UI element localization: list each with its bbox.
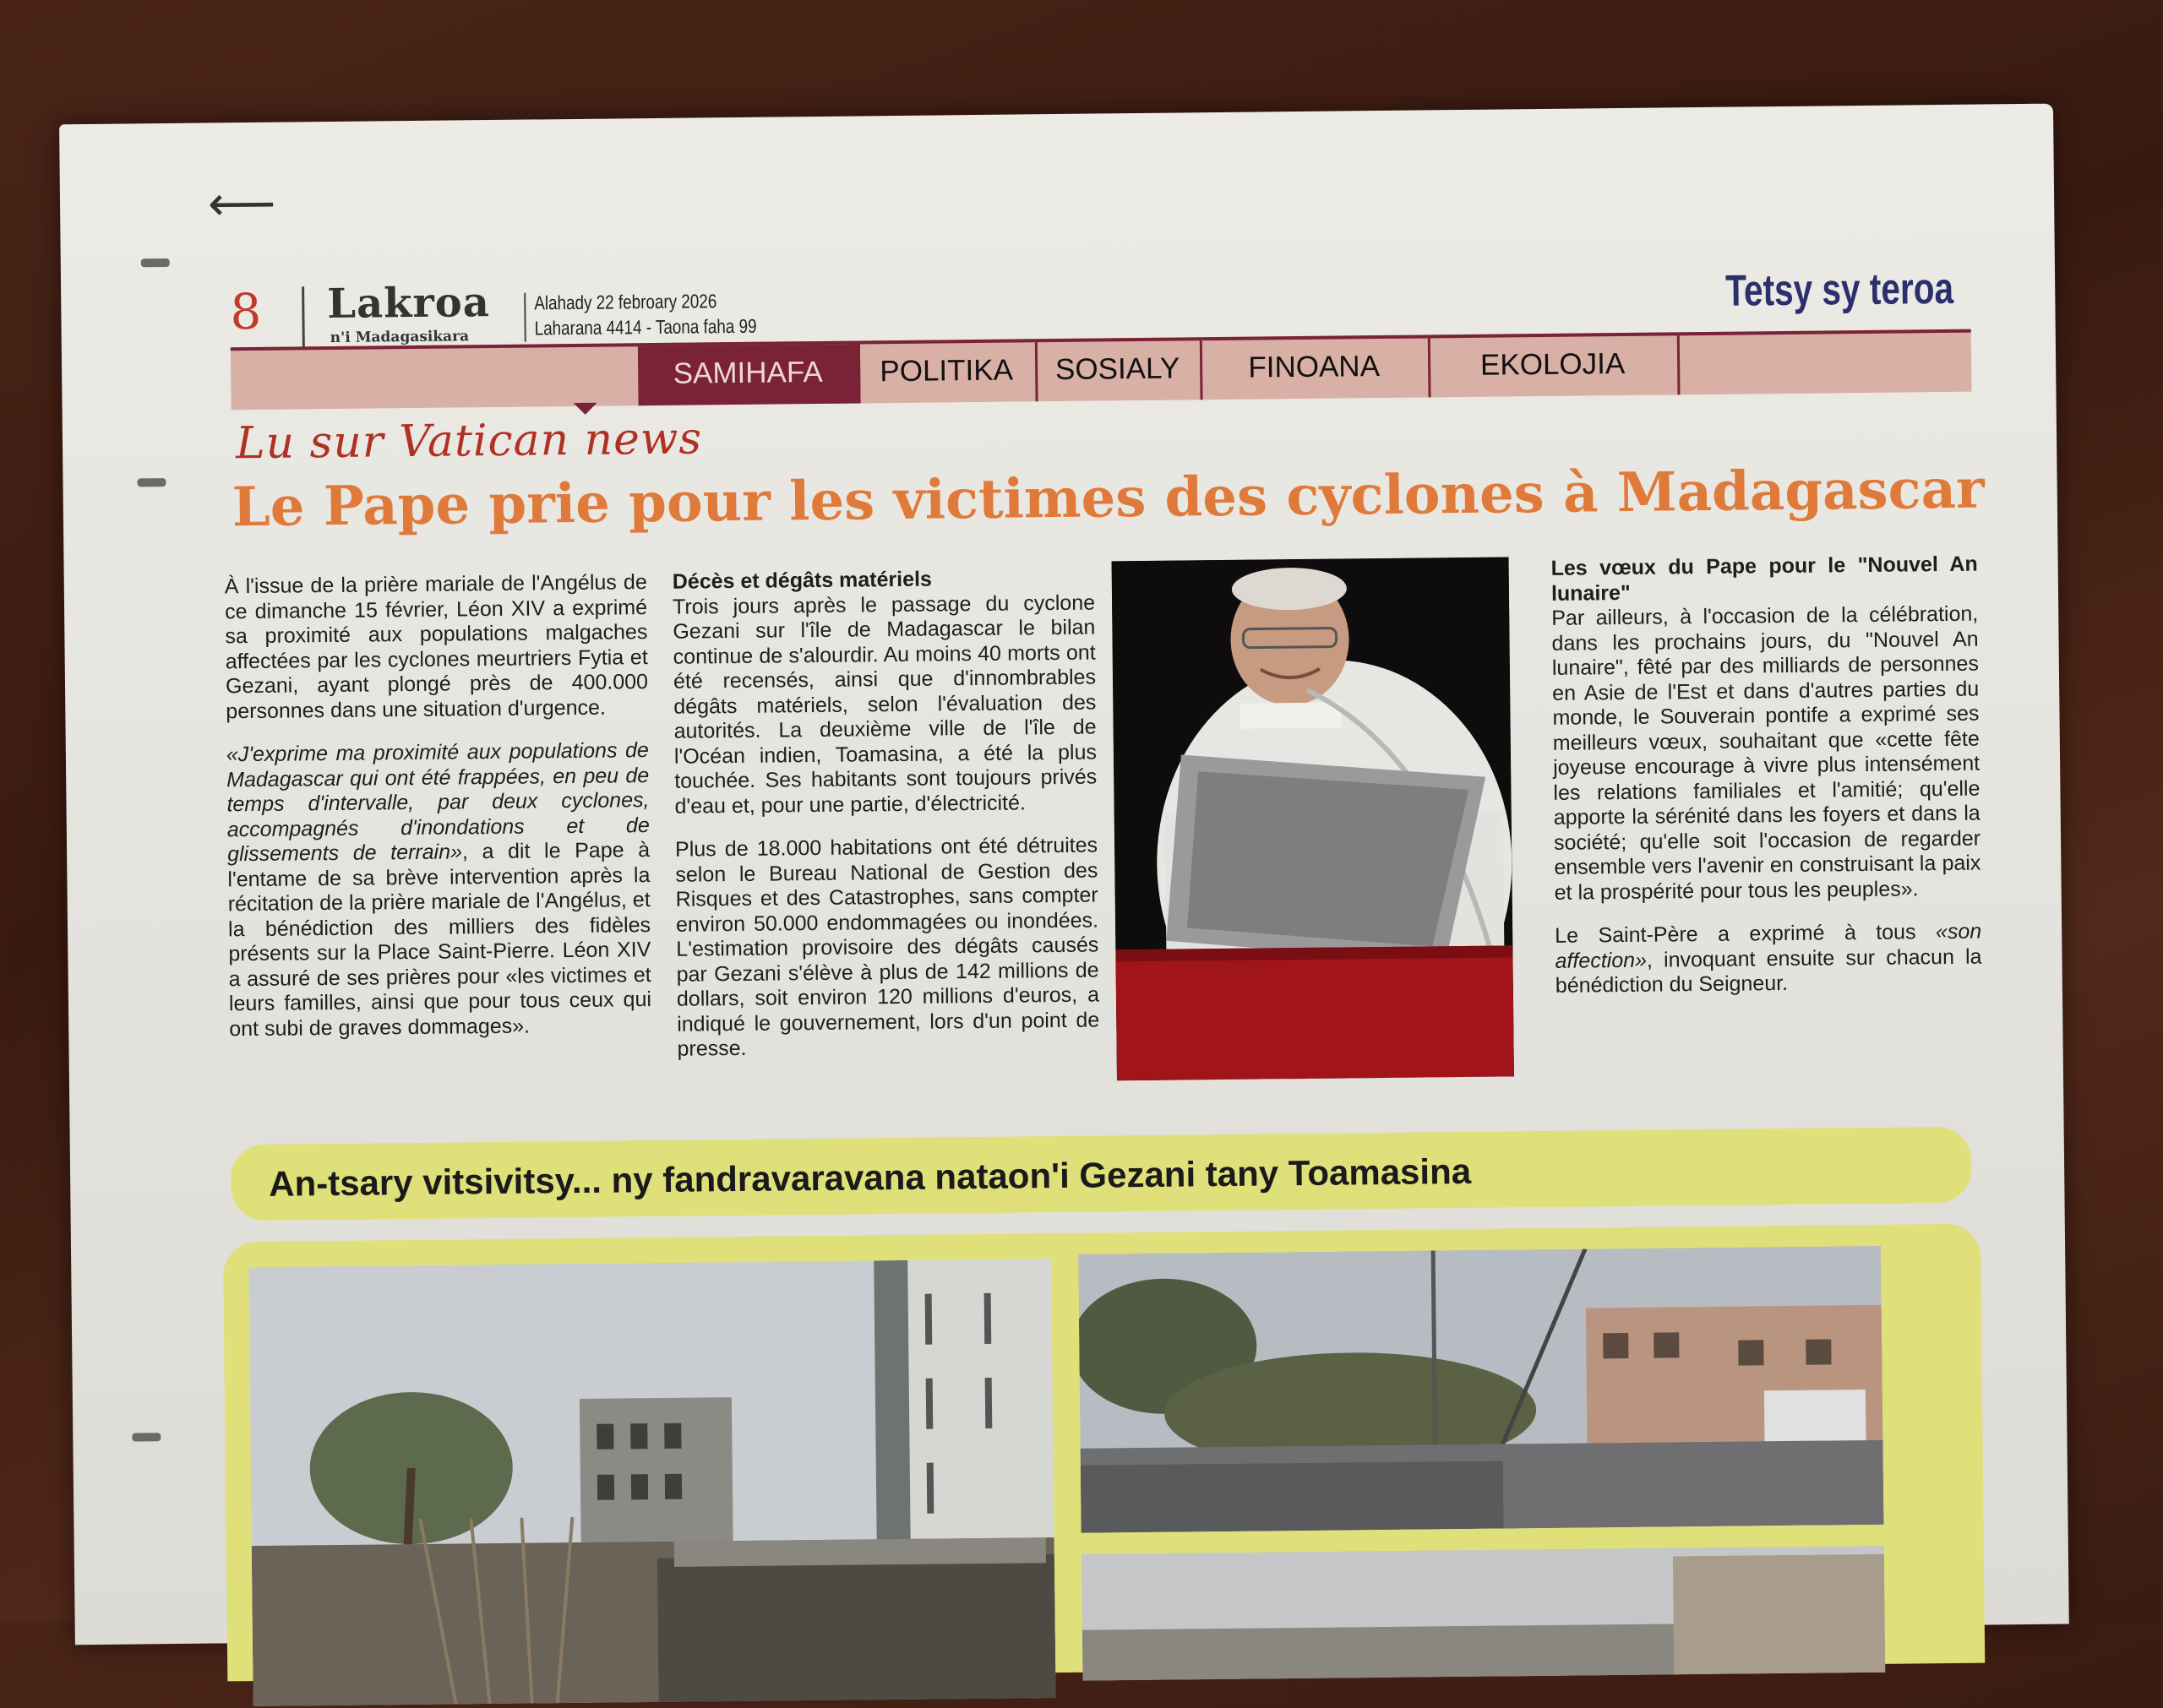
subheading: Décès et dégâts matériels [672,567,933,594]
active-tab-pointer [574,403,597,415]
paragraph-text: , invoquant ensuite sur chacun la bénédiction du Seigneur. [1555,944,1982,998]
article-column-1 [225,570,652,1060]
gallery-title: An-tsary vitsivitsy... ny fandravaravana nataon'i Gezani tany Toamasina [268,1150,1472,1204]
tab-sosialy[interactable]: SOSIALY [1035,340,1203,401]
paragraph-text: Trois jours après le passage du cyclone Gezani sur l'île de Madagascar le bilan continue de s'alourdir. Au moins 40 morts ont été recensés, ainsi que d'innombrables dégâts matériels, selon l'évaluation des autorités. La deuxième ville de l'île de l'Océan indien, Toamasina, a été la plus touchée. Ses habitants sont toujours privés d'eau et, pour une partie, d'électricité. [672,590,1098,819]
paragraph [1555,920,1982,999]
issue-date: Alahady 22 febroary 2026 [534,290,717,314]
gallery-photo-third [1082,1546,1886,1681]
staple-hole [141,258,170,267]
tab-finoana[interactable]: FINOANA [1200,338,1431,400]
newspaper-page [59,104,2069,1645]
paragraph [226,738,652,1042]
arrow-left-icon: ⟵ [207,176,276,231]
gallery-photo-fallen-trees-street [1078,1246,1883,1533]
paragraph-text: Par ailleurs, à l'occasion de la célébration, dans les prochains jours, du "Nouvel An lunaire", fêté par des milliards de personnes en Asie de l'Est et dans d'autres parties du monde, le Souverain pontife a exprimé ses meilleurs vœux, souhaitant que «cette fête joyeuse encourage à vivre plus intensément les relations familiales et l'amitié; qu'elle apporte la sérénité dans les foyers et dans la société; qu'elle soit l'occasion de regarder ensemble vers l'avenir en construisant la paix et la prospérité pour tous les peuples». [1551,601,1981,905]
article-kicker: Lu sur Vatican news [235,413,703,470]
newspaper-logo: Lakroa [327,279,491,329]
newspaper-logo-subtitle: n'i Madagasikara [330,328,470,347]
paragraph-text-italic: «son affection» [1555,919,1982,973]
article-column-2 [673,566,1100,1081]
page-number: 8 [230,282,262,341]
paragraph: À l'issue de la prière mariale de l'Angélus de ce dimanche 15 février, Léon XIV a exprimé sa proximité aux populations malgaches affectées par les cyclones meurtriers Fytia et Gezani, ayant plongé près de 400.000 personnes dans une situation d'urgence. [224,570,649,723]
paragraph [1551,552,1981,906]
subheading: Les vœux du Pape pour le "Nouvel An lunaire" [1550,552,1978,606]
article-headline: Le Pape prie pour les victimes des cyclones à Madagascar [232,457,1986,540]
gallery-photo-damaged-buildings [248,1259,1055,1706]
tab-samihafa[interactable]: SAMIHAFA [638,344,861,405]
tab-politika[interactable]: POLITIKA [858,342,1038,403]
paragraph: Plus de 18.000 habitations ont été détruites selon le Bureau National de Gestion des Risques et des Catastrophes, sans compter environ 50.000 endommagées ou inondées. L'estimation provisoire des dégâts causés par Gezani s'élève à plus de 142 millions de dollars, soit environ 120 millions d'euros, a indiqué le gouvernement, lors d'un point de presse. [674,833,1100,1061]
paragraph-text: , a dit le Pape à l'entame de sa brève intervention après la récitation de la prière mariale de l'Angélus, et la bénédiction des milliers des fidèles présents sur la Place Saint-Pierre. Léon XIV a assuré de ses prières pour «les victimes et leurs familles, ainsi que pour tous ceux qui ont subi de graves dommages». [227,838,652,1041]
third-photo-illustration [1082,1546,1886,1681]
staple-hole [137,478,166,487]
pope-quote: «J'exprime ma proximité aux populations de Madagascar qui ont été frappées, en peu de temps d'intervalle, par deux cyclones, accompagnés d'inondations et de glissements de terrain» [226,738,650,867]
tab-ekolojia[interactable]: EKOLOJIA [1428,335,1681,397]
masthead-divider [524,293,526,342]
paragraph-text: Le Saint-Père a exprimé à tous [1555,920,1937,948]
pope-at-lectern-illustration [1112,557,1514,1080]
paragraph [673,566,1098,819]
article-column-4 [1551,552,1983,1018]
damaged-buildings-illustration [248,1259,1055,1706]
section-nav-bar [231,329,1972,411]
street-debris-illustration [1078,1246,1883,1533]
pope-photo [1112,557,1514,1080]
staple-hole [132,1433,161,1441]
section-title: Tetsy sy teroa [1724,264,1954,316]
issue-number: Laharana 4414 - Taona faha 99 [534,314,757,340]
gallery-frame [223,1224,1985,1682]
